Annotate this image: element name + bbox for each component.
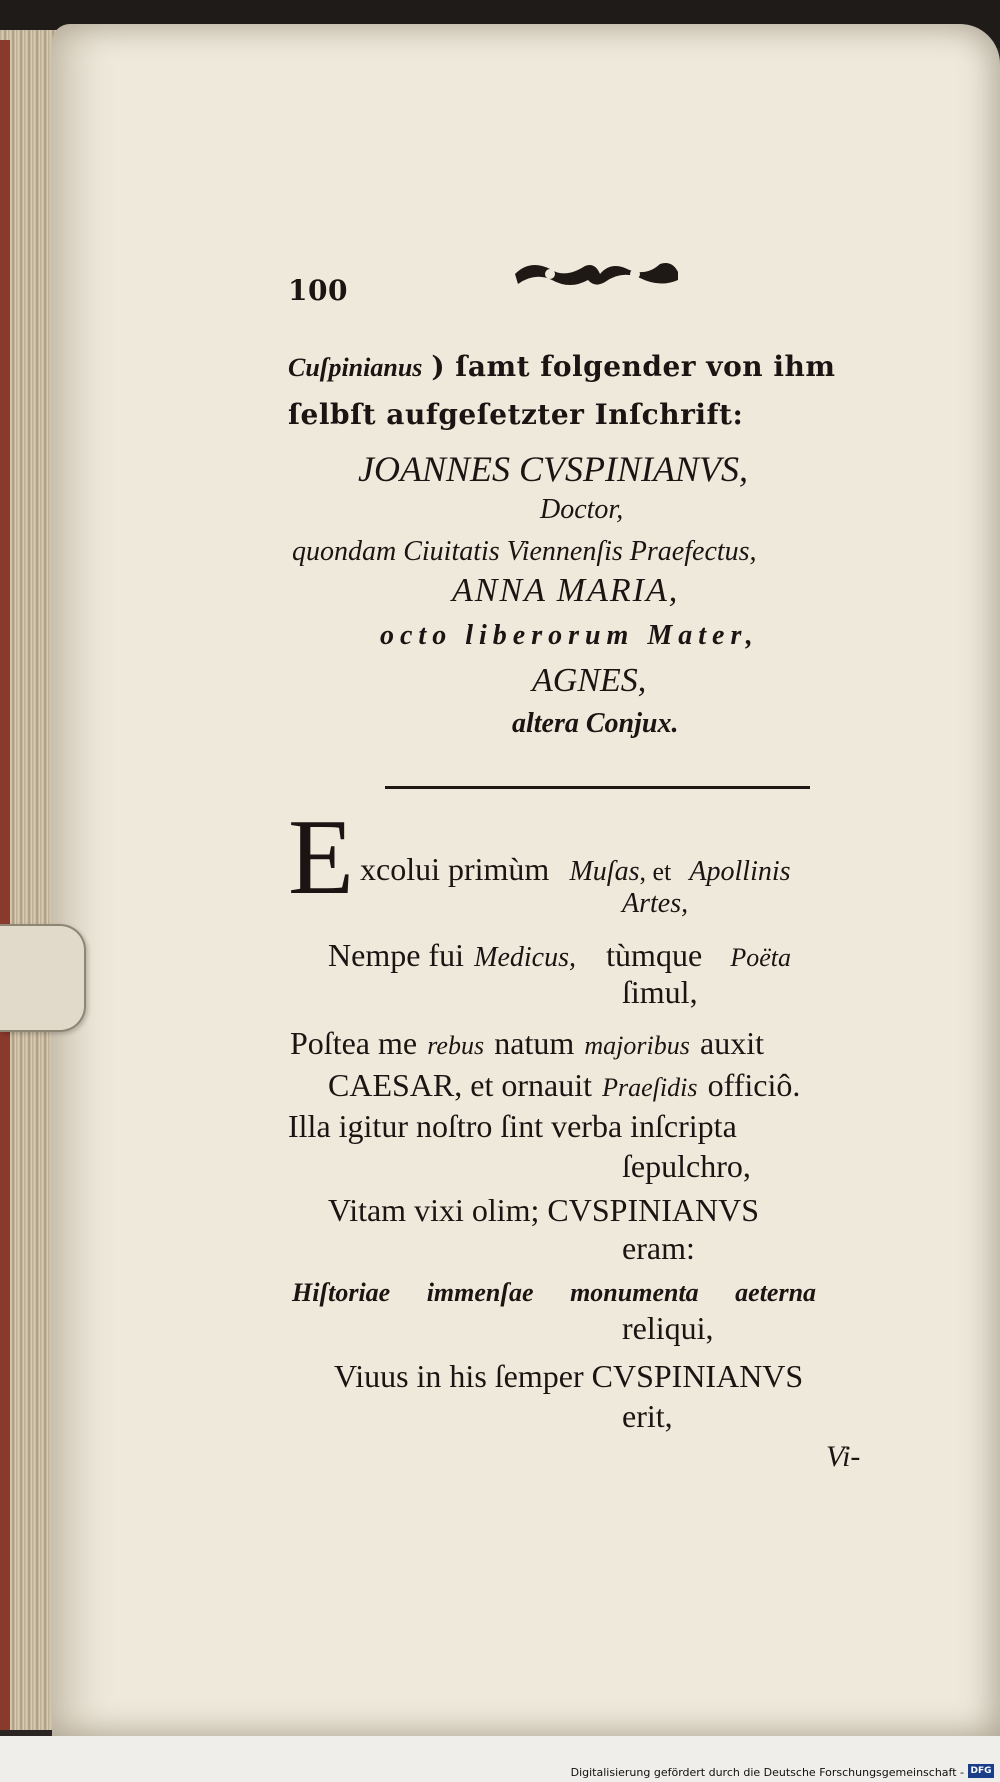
book-cover-edge — [0, 40, 10, 1730]
poem-line-5-b: ſepulchro, — [622, 1148, 751, 1184]
poem-line-2 — [328, 936, 791, 974]
poem-line-1-b: Muſas — [569, 856, 640, 887]
footer-credit: Digitalisierung gefördert durch die Deutsche Forschungsgemeinschaft - — [570, 1766, 964, 1779]
poem-line-1 — [360, 850, 791, 888]
poem-line-2-d: Poëta — [730, 943, 791, 972]
poem-line-6-b: eram: — [622, 1230, 695, 1266]
poem-line-5: Illa igitur noſtro ſint verba inſcripta — [288, 1108, 737, 1144]
poem-line-7: Hiſtoriae immenſae monumenta aeterna — [292, 1278, 817, 1307]
inscription-wife-1-note: octo liberorum Mater, — [380, 620, 759, 651]
inscription-wife-2-note: altera Conjux. — [512, 708, 679, 739]
poem-line-2-a: Nempe fui — [328, 937, 464, 973]
poem-line-2-b: Medicus, — [474, 942, 576, 973]
poem-line-3-e: auxit — [700, 1025, 765, 1061]
intro-name: Cuſpinianus — [288, 353, 423, 382]
poem-line-1-c: , et — [639, 857, 672, 886]
inscription-office: quondam Ciuitatis Viennenſis Praefectus, — [292, 536, 757, 567]
inscription-title: Doctor, — [540, 494, 624, 525]
poem-line-4 — [328, 1066, 800, 1104]
poem-line-1-d: Apollinis — [689, 856, 791, 887]
poem-line-3-b: rebus — [427, 1031, 485, 1060]
poem-line-7-b: reliqui, — [622, 1310, 714, 1346]
section-divider — [385, 786, 810, 789]
floral-ornament-icon — [510, 254, 680, 294]
poem-line-2-e: ſimul, — [622, 974, 698, 1010]
intro-line-2: ſelbſt aufgeſetzter Inſchrift: — [288, 398, 744, 431]
poem-line-3-d: majoribus — [584, 1031, 690, 1060]
dfg-logo: DFG — [968, 1764, 994, 1778]
inscription-wife-2: AGNES, — [532, 662, 647, 699]
poem-line-1-e: Artes, — [622, 888, 689, 919]
poem-line-3 — [290, 1024, 764, 1062]
poem-line-4-c: officiô. — [707, 1067, 801, 1103]
poem-line-4-b: Praeſidis — [602, 1073, 698, 1102]
inscription-wife-1: ANNA MARIA, — [452, 572, 680, 609]
bookmark-tab — [0, 924, 86, 1032]
poem-line-8: Viuus in his ſemper CVSPINIANVS — [334, 1358, 804, 1394]
drop-cap: E — [288, 798, 354, 917]
poem-line-3-a: Poſtea me — [290, 1025, 418, 1061]
poem-line-2-c: tùmque — [606, 937, 703, 973]
poem-line-6: Vitam vixi olim; CVSPINIANVS — [328, 1192, 759, 1228]
intro-line-1 — [288, 350, 835, 383]
intro-line-1-text: ) ſamt folgender von ihm — [431, 350, 836, 383]
inscription-name: JOANNES CVSPINIANVS, — [358, 449, 748, 489]
page-number: 100 — [288, 274, 348, 307]
poem-line-1-a: xcolui primùm — [360, 851, 550, 887]
poem-line-3-c: natum — [494, 1025, 575, 1061]
catchword: Vi- — [826, 1440, 861, 1473]
poem-line-8-b: erit, — [622, 1398, 673, 1434]
poem-line-4-a: CAESAR, et ornauit — [328, 1067, 592, 1103]
